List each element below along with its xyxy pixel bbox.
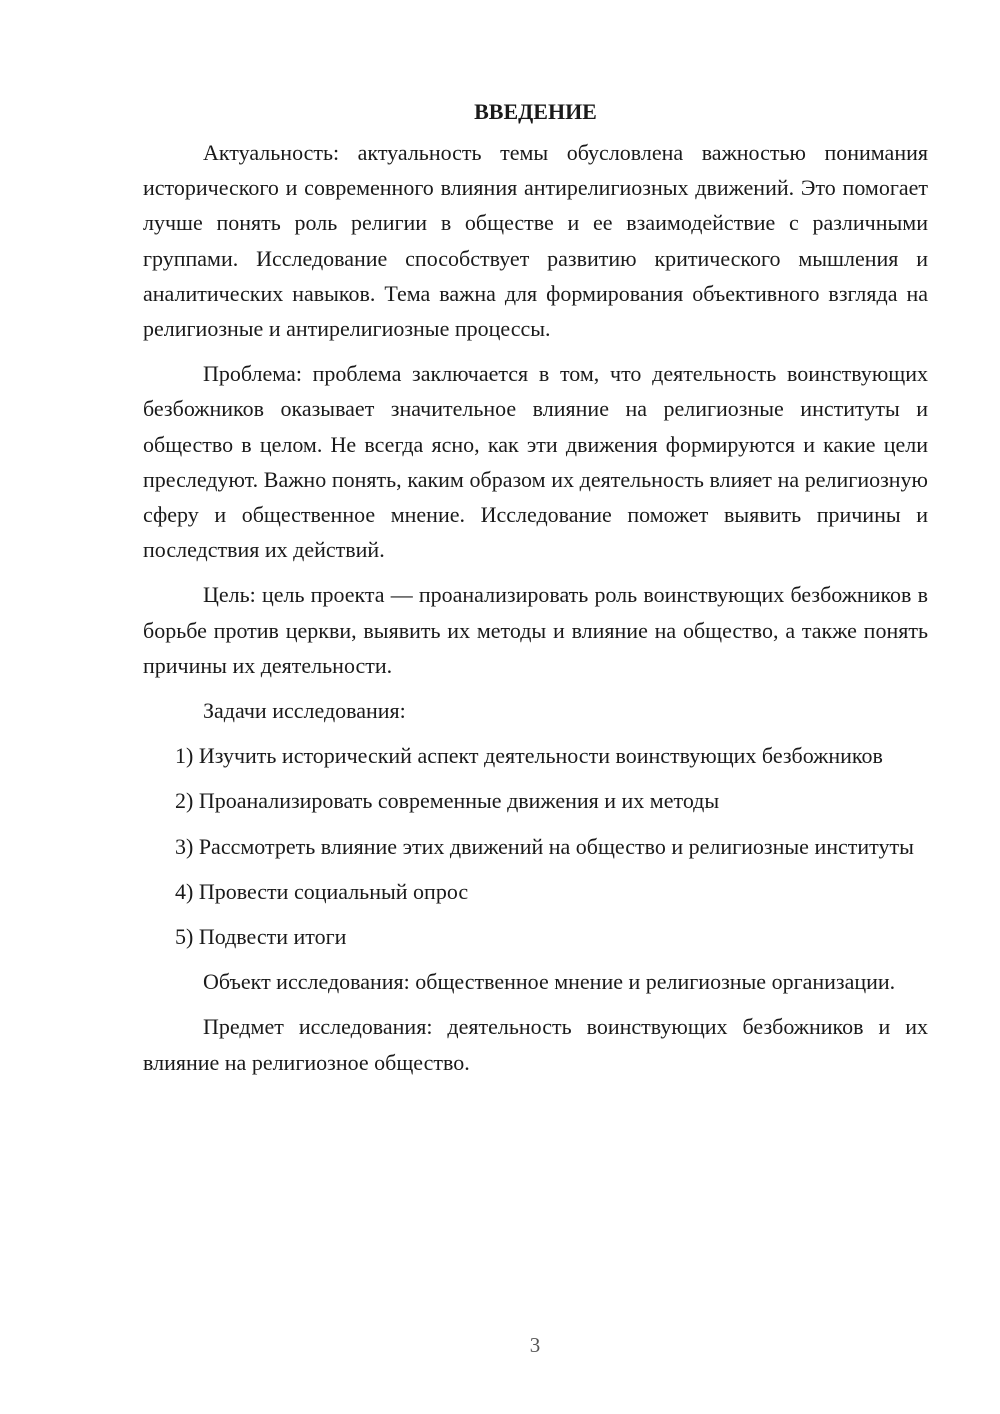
object-paragraph: Объект исследования: общественное мнение и религиозные организации. [203,969,896,995]
problem-paragraph: Проблема: проблема заключается в том, что деятельность воинствующих безбожников оказывает значительное влияние на религиозные институты и общество в целом. Не всегда ясно, как эти движения формируются и какие цели преследуют. Важно понять, каким образом их деятельность влияет на религиозную сферу и общественное мнение. Исследование поможет выявить причины и последствия их действий. [143,361,928,563]
list-item: 5) Подвести итоги [175,924,347,950]
list-item: 4) Провести социальный опрос [175,878,469,904]
section-title: ВВЕДЕНИЕ [474,99,597,124]
relevance-paragraph: Актуальность: актуальность темы обусловлена важностью понимания исторического и современного влияния антирелигиозных движений. Это помогает лучше понять роль религии в обществе и ее взаимодействие с различными группами. Исследование способствует развитию критического мышления и аналитических навыков. Тема важна для формирования объективного взгляда на религиозные и антирелигиозные процессы. [143,140,928,342]
list-item: 3) Рассмотреть влияние этих движений на общество и религиозные институты [175,833,914,859]
document-page [143,94,928,1090]
list-item: 2) Проанализировать современные движения и их методы [175,788,720,814]
goal-paragraph: Цель: цель проекта — проанализировать роль воинствующих безбожников в борьбе против церкви, выявить их методы и влияние на общество, а также понять причины их деятельности. [143,582,928,678]
subject-paragraph: Предмет исследования: деятельность воинствующих безбожников и их влияние на религиозное общество. [143,1014,928,1075]
tasks-list [143,738,928,954]
page-number: 3 [529,1333,541,1357]
tasks-heading: Задачи исследования: [203,698,406,724]
list-item: 1) Изучить исторический аспект деятельности воинствующих безбожников [175,743,883,769]
